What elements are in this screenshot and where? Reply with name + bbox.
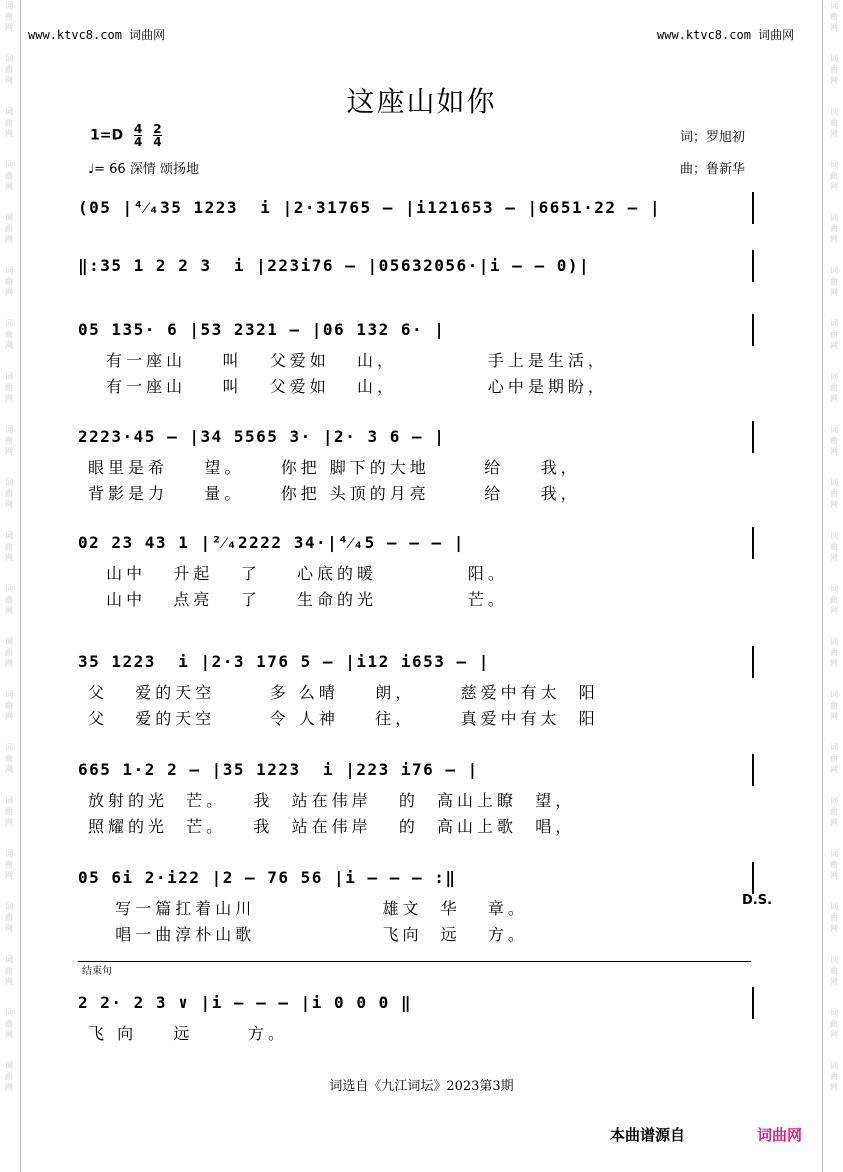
key-signature <box>90 123 162 148</box>
header-right[interactable]: www.ktvc8.com 词曲网 <box>657 28 795 42</box>
notation-line: 2 2· 2 3 ∨ |i – – – |i 0 0 0 ‖ <box>78 993 412 1012</box>
barline <box>752 314 754 346</box>
time-signature-2: $\frac{2}{4}$ <box>153 122 162 149</box>
lyric-line: 有一座山 叫 父爱如 山， 手上是生活， <box>88 351 608 370</box>
left-border <box>20 0 21 1172</box>
ending-divider <box>78 961 751 962</box>
lyricist: 词；罗旭初 <box>680 130 746 145</box>
barline <box>752 421 754 453</box>
notation-line: 665 1·2 2 – |35 1223 i |223 i76 – | <box>78 760 479 779</box>
footer-site-link[interactable]: 词曲网 <box>757 1126 803 1144</box>
side-watermark-right: 词 曲 网 词 曲 网 词 曲 网 词 曲 网 词 曲 网 词 曲 网 词 曲 网 词 曲 网 词 曲 网 词 曲 网 词 曲 网 词 曲 网 词 曲 网 词 曲 网 词 曲 网 词 曲 网 词 曲 网 词 曲 网 词 曲 网 词 曲 网 词 曲 网 <box>830 1 838 1092</box>
ending-label: 结束句 <box>82 966 112 977</box>
header-left[interactable]: www.ktvc8.com 词曲网 <box>28 28 166 42</box>
barline <box>752 987 754 1019</box>
source-note: 词选自《九江词坛》2023第3期 <box>329 1079 514 1094</box>
key-label: 1=D <box>90 127 124 144</box>
lyric-line: 父 爱的天空 多 么晴 朗， 慈爱中有太 阳 <box>88 683 599 702</box>
lyric-line: 父 爱的天空 令 人神 往， 真爱中有太 阳 <box>88 709 599 728</box>
footer-source-label: 本曲谱源自 <box>610 1126 686 1144</box>
notation-line: 02 23 43 1 |²⁄₄2222 34·|⁴⁄₄5 – – – | <box>78 533 465 552</box>
ds-marking: D.S. <box>742 893 773 908</box>
lyric-line: 照耀的光 芒。 我 站在伟岸 的 高山上歌 唱， <box>88 817 576 836</box>
lyric-line: 飞 向 远 方。 <box>88 1024 288 1043</box>
lyric-line: 背影是力 量。 你把 头顶的月亮 给 我， <box>88 484 581 503</box>
barline <box>752 250 754 282</box>
right-border <box>822 0 823 1172</box>
barline <box>752 527 754 559</box>
lyric-line: 山中 升起 了 心底的暖 阳。 <box>88 564 508 583</box>
time-signature-1: $\frac{4}{4}$ <box>133 122 143 149</box>
notation-line: 05 135· 6 |53 2321 – |06 132 6· | <box>78 320 446 339</box>
barline <box>752 862 754 894</box>
composer: 曲；鲁新华 <box>680 162 746 177</box>
barline <box>752 646 754 678</box>
side-watermark-left: 词 曲 网 词 曲 网 词 曲 网 词 曲 网 词 曲 网 词 曲 网 词 曲 网 词 曲 网 词 曲 网 词 曲 网 词 曲 网 词 曲 网 词 曲 网 词 曲 网 词 曲 网 词 曲 网 词 曲 网 词 曲 网 词 曲 网 词 曲 网 词 曲 网 <box>5 1 13 1092</box>
notation-line: (05 |⁴⁄₄35 1223 i |2·31765 – |i121653 – |6651·22 – | <box>78 198 662 217</box>
lyric-line: 写一篇扛着山川 雄文 华 章。 <box>88 899 528 918</box>
notation-line: 35 1223 i |2·3 176 5 – |i12 i653 – | <box>78 652 490 671</box>
song-title: 这座山如你 <box>346 85 497 118</box>
barline <box>752 754 754 786</box>
notation-line: 2223·45 – |34 5565 3· |2· 3 6 – | <box>78 427 446 446</box>
lyric-line: 放射的光 芒。 我 站在伟岸 的 高山上瞭 望， <box>88 791 576 810</box>
lyric-line: 眼里是希 望。 你把 脚下的大地 给 我， <box>88 458 581 477</box>
notation-line: ‖:35 1 2 2 3 i |223i76 – |05632056·|i – – 0)| <box>78 256 591 275</box>
lyric-line: 唱一曲淳朴山歌 飞向 远 方。 <box>88 925 528 944</box>
barline <box>752 192 754 224</box>
lyric-line: 山中 点亮 了 生命的光 芒。 <box>88 590 508 609</box>
lyric-line: 有一座山 叫 父爱如 山， 心中是期盼， <box>88 377 608 396</box>
notation-line: 05 6i 2·i22 |2 – 76 56 |i – – – :‖ <box>78 868 457 887</box>
tempo-marking: ♩= 66 深情 颂扬地 <box>88 162 199 177</box>
